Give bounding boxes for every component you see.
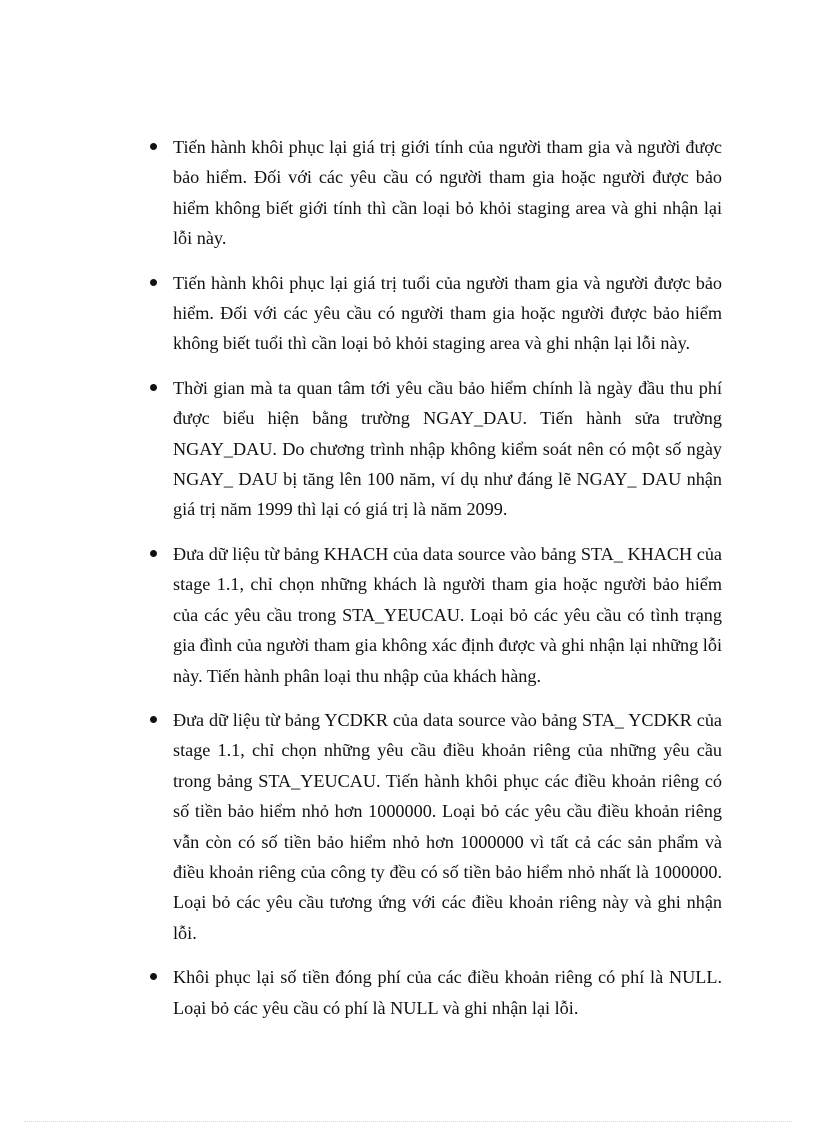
bullet-icon bbox=[150, 143, 157, 150]
list-item-text: Thời gian mà ta quan tâm tới yêu cầu bảo hiểm chính là ngày đầu thu phí được biểu hiện bằng trường NGAY_DAU. Tiến hành sửa trường NGAY_DAU. Do chương trình nhập không kiểm soát nên có một số ngày NGAY_ DAU bị tăng lên 100 năm, ví dụ như đáng lẽ NGAY_ DAU nhận giá trị năm 1999 thì lại có giá trị là năm 2099. bbox=[173, 377, 722, 520]
list-item-text: Đưa dữ liệu từ bảng KHACH của data source vào bảng STA_ KHACH của stage 1.1, chỉ chọn những khách là người tham gia hoặc người bảo hiểm của các yêu cầu trong STA_YEUCAU. Loại bỏ các yêu cầu có tình trạng gia đình của người tham gia không xác định được và ghi nhận lại những lỗi này. Tiến hành phân loại thu nhập của khách hàng. bbox=[173, 543, 722, 686]
list-item bbox=[148, 539, 722, 691]
list-item bbox=[148, 373, 722, 525]
page-bottom-divider bbox=[24, 1121, 792, 1122]
list-item bbox=[148, 268, 722, 359]
list-item-text: Tiến hành khôi phục lại giá trị tuổi của người tham gia và người được bảo hiểm. Đối với các yêu cầu có người tham gia hoặc người được bảo hiểm không biết tuổi thì cần loại bỏ khỏi staging area và ghi nhận lại lỗi này. bbox=[173, 272, 722, 354]
bullet-icon bbox=[150, 279, 157, 286]
bullet-icon bbox=[150, 384, 157, 391]
bullet-icon bbox=[150, 973, 157, 980]
bullet-icon bbox=[150, 550, 157, 557]
bullet-list bbox=[148, 132, 722, 1037]
bullet-icon bbox=[150, 716, 157, 723]
list-item-text: Tiến hành khôi phục lại giá trị giới tính của người tham gia và người được bảo hiểm. Đối với các yêu cầu có người tham gia hoặc người được bảo hiểm không biết giới tính thì cần loại bỏ khỏi staging area và ghi nhận lại lỗi này. bbox=[173, 137, 722, 249]
list-item-text: Đưa dữ liệu từ bảng YCDKR của data source vào bảng STA_ YCDKR của stage 1.1, chỉ chọn những yêu cầu điều khoản riêng của những yêu cầu trong bảng STA_YEUCAU. Tiến hành khôi phục các điều khoản riêng có số tiền bảo hiểm nhỏ hơn 1000000. Loại bỏ các yêu cầu điều khoản riêng vẫn còn có số tiền bảo hiểm nhỏ hơn 1000000 vì tất cả các sản phẩm và điều khoản riêng của công ty đều có số tiền bảo hiểm nhỏ nhất là 1000000. Loại bỏ các yêu cầu tương ứng với các điều khoản riêng này và ghi nhận lỗi. bbox=[173, 709, 722, 943]
list-item bbox=[148, 705, 722, 948]
list-item-text: Khôi phục lại số tiền đóng phí của các điều khoản riêng có phí là NULL. Loại bỏ các yêu cầu có phí là NULL và ghi nhận lại lỗi. bbox=[173, 967, 722, 1018]
list-item bbox=[148, 962, 722, 1023]
list-item bbox=[148, 132, 722, 254]
